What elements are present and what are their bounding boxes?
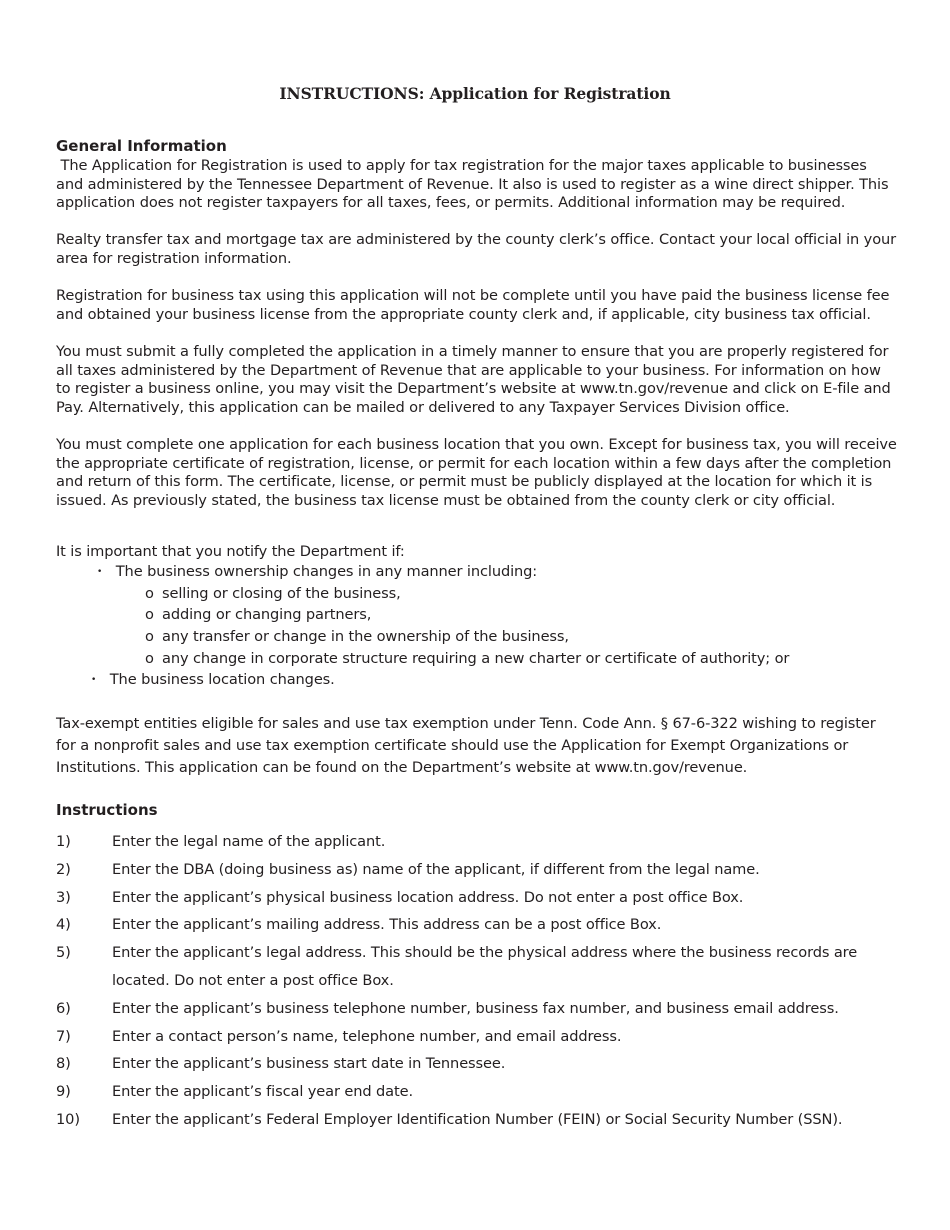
instruction-number: 8): [56, 1055, 71, 1073]
instruction-number: 7): [56, 1027, 71, 1045]
instruction-item: [56, 884, 898, 912]
sub-item: [145, 606, 371, 623]
sub-item-text: any change in corporate structure requiring a new charter or certificate of authority; or: [162, 650, 790, 667]
instruction-item: [56, 828, 898, 856]
sub-item: [145, 650, 789, 667]
paragraph-realty-transfer: Realty transfer tax and mortgage tax are administered by the county clerk’s office. Contact your local official in your area for registration information.: [56, 231, 897, 267]
instruction-number: 6): [56, 999, 71, 1017]
instruction-number: 5): [56, 944, 71, 962]
circle-bullet-icon: o: [145, 650, 154, 667]
sub-item-text: any transfer or change in the ownership of the business,: [162, 628, 569, 645]
instruction-item: [56, 1078, 898, 1106]
circle-bullet-icon: o: [145, 585, 154, 602]
paragraph-submit-application: You must submit a fully completed the application in a timely manner to ensure that you are properly registered for all taxes administered by the Department of Revenue that are applicable to your business. For information on how to register a business online, you may visit the Department’s website at www.tn.gov/revenue and click on E-file and Pay. Alternatively, this application can be mailed or delivered to any Taxpayer Services Division office.: [56, 343, 891, 416]
paragraph-business-location: You must complete one application for each business location that you own. Except for business tax, you will receive the appropriate certificate of registration, license, or permit for each location within a few days after the completion and return of this form. The certificate, license, or permit must be publicly displayed at the location for which it is issued. As previously stated, the business tax license must be obtained from the county clerk or city official.: [56, 436, 897, 509]
notify-intro: It is important that you notify the Department if:: [56, 543, 405, 560]
instructions-heading: Instructions: [56, 801, 158, 819]
sub-item-text: adding or changing partners,: [162, 606, 372, 623]
instruction-text: Enter the applicant’s fiscal year end date.: [112, 1083, 413, 1101]
instruction-item: [56, 995, 898, 1023]
bullet-text: The business ownership changes in any manner including:: [115, 563, 538, 580]
bullet-text: The business location changes.: [109, 671, 335, 688]
instruction-text: Enter the applicant’s mailing address. This address can be a post office Box.: [112, 916, 662, 934]
paragraph-overview: The Application for Registration is used to apply for tax registration for the major taxes applicable to businesses and administered by the Tennessee Department of Revenue. It also is used to register as a wine direct shipper. This application does not register taxpayers for all taxes, fees, or permits. Additional information may be required.: [56, 157, 894, 212]
bullet-ownership-changes: [97, 563, 537, 580]
general-information-heading: General Information: [56, 137, 227, 155]
instruction-number: 3): [56, 888, 71, 906]
instruction-number: 9): [56, 1083, 71, 1101]
instruction-text: Enter the applicant’s business start date in Tennessee.: [112, 1055, 506, 1073]
instructions-list: [56, 828, 898, 1134]
sub-item: [145, 628, 569, 645]
instruction-item: [56, 1106, 898, 1134]
instruction-item: [56, 1050, 898, 1078]
bullet-icon: •: [91, 675, 97, 685]
instruction-text: Enter a contact person’s name, telephone number, and email address.: [112, 1027, 622, 1045]
bullet-icon: •: [97, 567, 103, 577]
instruction-number: 10): [56, 1110, 80, 1128]
circle-bullet-icon: o: [145, 606, 154, 623]
instruction-number: 1): [56, 833, 71, 850]
instruction-number: 2): [56, 860, 71, 878]
instruction-item: [56, 856, 898, 884]
paragraph-business-tax: Registration for business tax using this application will not be complete until you have paid the business license fee and obtained your business license from the appropriate county clerk and, if applicable, city business tax official.: [56, 287, 890, 323]
bullet-location-changes: [91, 671, 335, 688]
instruction-text: Enter the applicant’s Federal Employer Identification Number (FEIN) or Social Security Number (SSN).: [112, 1110, 843, 1128]
page-title: INSTRUCTIONS: Application for Registration: [279, 84, 671, 103]
paragraph-tax-exempt: Tax-exempt entities eligible for sales and use tax exemption under Tenn. Code Ann. § 67-6-322 wishing to register for a nonprofit sales and use tax exemption certificate should use the Application for Exempt Organizations or Institutions. This application can be found on the Department’s website at www.tn.gov/revenue.: [56, 715, 876, 776]
instruction-text: Enter the applicant’s business telephone number, business fax number, and business email address.: [112, 999, 839, 1017]
instruction-text: Enter the legal name of the applicant.: [112, 833, 386, 850]
instruction-item: [56, 1023, 898, 1051]
circle-bullet-icon: o: [145, 628, 154, 645]
sub-item: [145, 585, 401, 602]
sub-item-text: selling or closing of the business,: [162, 585, 401, 602]
instruction-text: Enter the DBA (doing business as) name of the applicant, if different from the legal name.: [112, 860, 760, 878]
instruction-text: Enter the applicant’s legal address. This should be the physical address where the business records are located. Do not enter a post office Box.: [112, 944, 858, 989]
instruction-text: Enter the applicant’s physical business location address. Do not enter a post office Box.: [112, 888, 744, 906]
instruction-item: [56, 911, 898, 939]
instruction-item: [56, 939, 898, 995]
instruction-number: 4): [56, 916, 71, 934]
